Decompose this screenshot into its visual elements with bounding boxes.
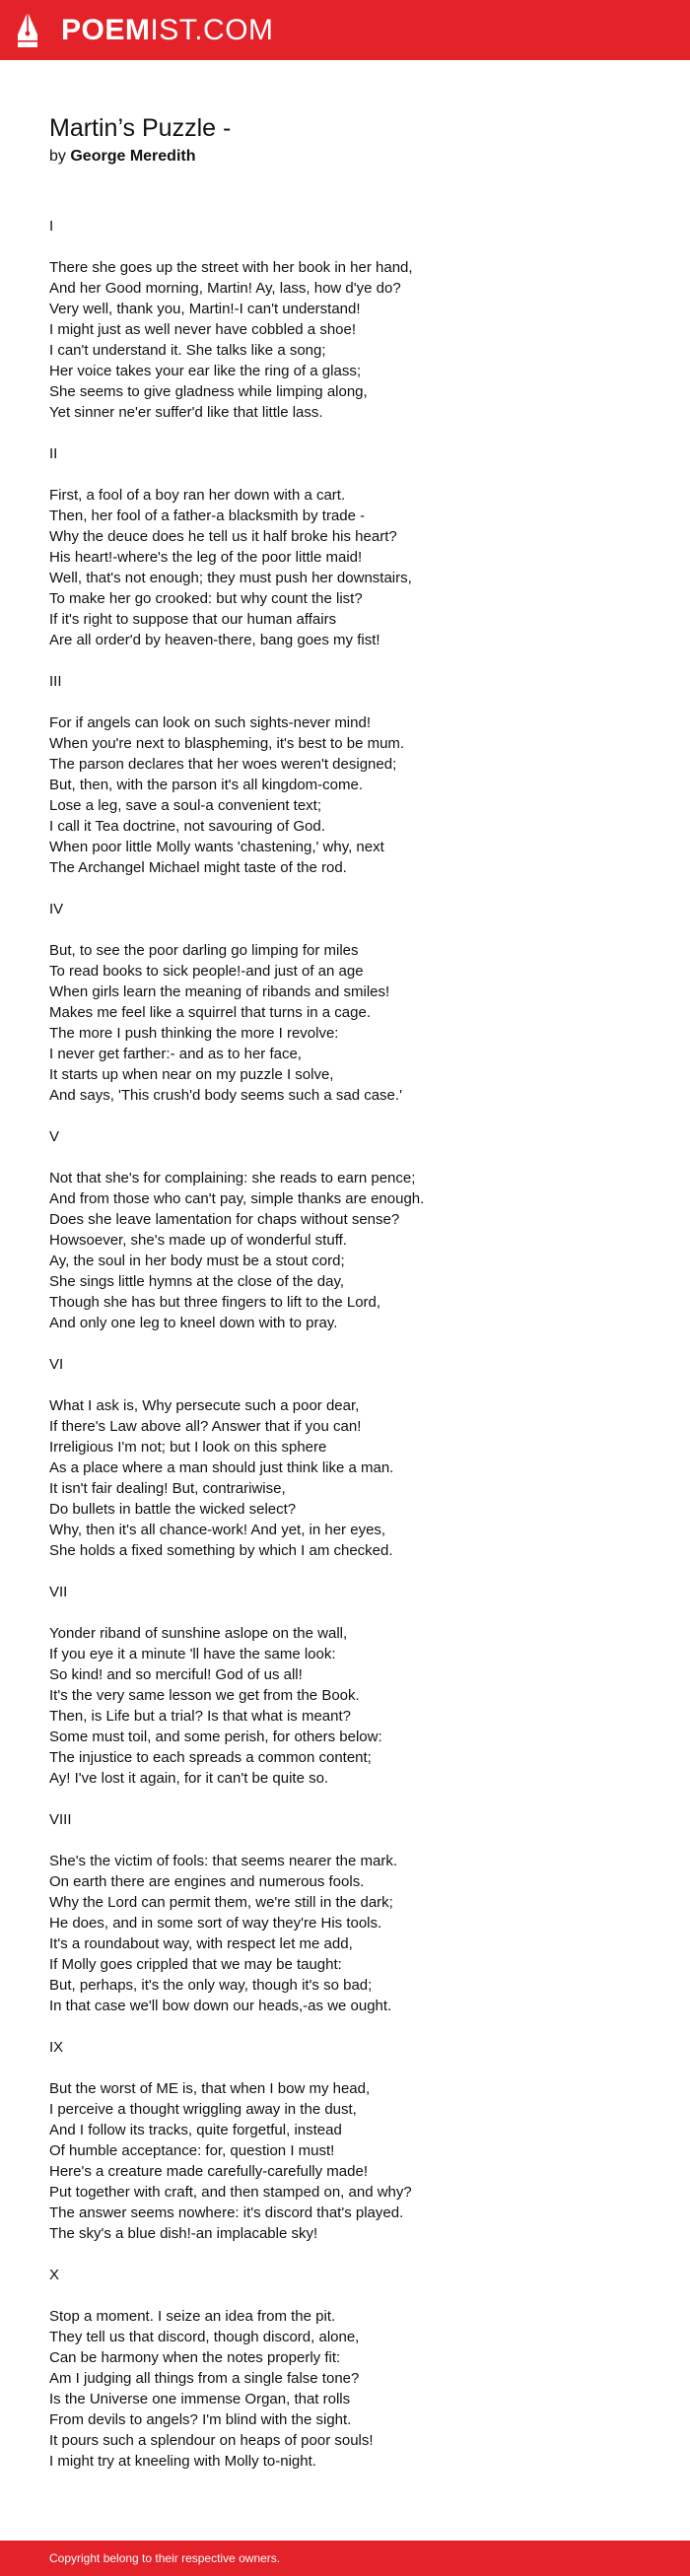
author-name: George Meredith [70, 148, 196, 165]
poem-line: I call it Tea doctrine, not savouring of God. [49, 818, 325, 835]
poem-line: But the worst of ME is, that when I bow my head, [49, 2080, 371, 2097]
poem-line: It pours such a splendour on heaps of poor souls! [49, 2432, 374, 2449]
poem-line: Does she leave lamentation for chaps without sense? [49, 1211, 400, 1228]
poem-line: First, a fool of a boy ran her down with a cart. [49, 487, 346, 504]
copyright-text: Copyright belong to their respective owners. [49, 2551, 281, 2565]
poem-line: It's the very same lesson we get from the Book. [49, 1687, 360, 1704]
logo-bold-text: POEM [61, 14, 151, 46]
poem-line: Though she has but three fingers to lift to the Lord, [49, 1294, 381, 1311]
poem-line: The answer seems nowhere: it's discord that's played. [49, 2204, 404, 2221]
poem-line: To read books to sick people!-and just of an age [49, 963, 364, 980]
poem-line: Stop a moment. I seize an idea from the pit. [49, 2308, 336, 2325]
poem-line: His heart!-where's the leg of the poor little maid! [49, 549, 363, 566]
poem-line: Not that she's for complaining: she reads to earn pence; [49, 1170, 416, 1186]
poem-line: But, then, with the parson it's all kingdom-come. [49, 777, 364, 793]
poem-line: When girls learn the meaning of ribands and smiles! [49, 983, 390, 1000]
poem-line: Very well, thank you, Martin!-I can't understand! [49, 301, 361, 317]
poem-line: Makes me feel like a squirrel that turns in a cage. [49, 1004, 371, 1021]
poem-line: As a place where a man should just think like a man. [49, 1459, 394, 1476]
poem-line: Here's a creature made carefully-carefully made! [49, 2163, 368, 2180]
stanza-numeral: IX [49, 2039, 64, 2056]
poem-line: Some must toil, and some perish, for others below: [49, 1729, 382, 1745]
poem-line: Yet sinner ne'er suffer'd like that little lass. [49, 404, 323, 421]
poem-line: If Molly goes crippled that we may be taught: [49, 1956, 342, 1973]
poem-line: Yonder riband of sunshine aslope on the wall, [49, 1625, 348, 1642]
stanza-numeral: X [49, 2267, 60, 2283]
poem-line: Put together with craft, and then stamped on, and why? [49, 2184, 412, 2201]
poem-line: And her Good morning, Martin! Ay, lass, how d'ye do? [49, 280, 401, 297]
stanza [49, 2265, 660, 2472]
poem-line: Am I judging all things from a single false tone? [49, 2370, 360, 2387]
poem-line: Do bullets in battle the wicked select? [49, 1501, 297, 1518]
poem-line: They tell us that discord, though discord, alone, [49, 2329, 360, 2345]
site-logo[interactable] [61, 13, 274, 48]
poem-line: But, to see the poor darling go limping for miles [49, 942, 359, 959]
stanza-numeral: VIII [49, 1811, 72, 1828]
poem-line: The parson declares that her woes weren't designed; [49, 756, 397, 773]
poem-line: I can't understand it. She talks like a song; [49, 342, 326, 359]
stanza-numeral: III [49, 673, 62, 690]
poem-line: When you're next to blaspheming, it's best to be mum. [49, 735, 405, 752]
stanza [49, 899, 660, 1106]
poem-line: The more I push thinking the more I revolve: [49, 1025, 339, 1042]
poem-line: Then, her fool of a father-a blacksmith by trade - [49, 508, 366, 524]
stanza [49, 1354, 660, 1561]
stanza [49, 1582, 660, 1789]
pen-nib-icon [16, 11, 39, 48]
poem-body [49, 216, 660, 2492]
poem-line: If you eye it a minute 'll have the same look: [49, 1646, 336, 1662]
stanza [49, 671, 660, 878]
poem-line: If it's right to suppose that our human affairs [49, 611, 337, 628]
poem-line: Are all order'd by heaven-there, bang goes my fist! [49, 632, 380, 648]
stanza-numeral: IV [49, 901, 64, 917]
poem-line: I might try at kneeling with Molly to-night. [49, 2453, 316, 2470]
poem-line: Well, that's not enough; they must push her downstairs, [49, 570, 412, 586]
byline [49, 146, 196, 168]
poem-line: He does, and in some sort of way they're His tools. [49, 1915, 382, 1932]
stanza [49, 443, 660, 650]
site-header [0, 0, 690, 60]
poem-line: I might just as well never have cobbled a shoe! [49, 321, 357, 338]
poem-line: Is the Universe one immense Organ, that rolls [49, 2391, 351, 2407]
poem-line: Lose a leg, save a soul-a convenient text; [49, 797, 322, 814]
poem-line: Of humble acceptance: for, question I must! [49, 2142, 335, 2159]
poem-line: On earth there are engines and numerous fools. [49, 1873, 365, 1890]
poem-line: Can be harmony when the notes properly fit: [49, 2349, 341, 2366]
poem-line: And from those who can't pay, simple thanks are enough. [49, 1190, 425, 1207]
poem-line: The sky's a blue dish!-an implacable sky! [49, 2225, 318, 2242]
poem-line: What I ask is, Why persecute such a poor dear, [49, 1397, 360, 1414]
site-footer [0, 2541, 690, 2576]
stanza-numeral: II [49, 445, 58, 462]
poem-line: To make her go crooked: but why count the list? [49, 590, 363, 607]
poem-line: When poor little Molly wants 'chastening,' why, next [49, 839, 384, 855]
poem-line: And says, 'This crush'd body seems such a sad case.' [49, 1087, 402, 1104]
poem-title: Martin’s Puzzle - [49, 114, 232, 142]
poem-line: I perceive a thought wriggling away in the dust, [49, 2101, 357, 2118]
poem-line: Irreligious I'm not; but I look on this sphere [49, 1439, 327, 1456]
poem-line: Her voice takes your ear like the ring of a glass; [49, 363, 361, 379]
poem-line: She's the victim of fools: that seems nearer the mark. [49, 1853, 398, 1869]
stanza-numeral: VII [49, 1584, 68, 1600]
poem-line: Why, then it's all chance-work! And yet, in her eyes, [49, 1522, 386, 1538]
stanza [49, 2037, 660, 2244]
poem-line: She holds a fixed something by which I am checked. [49, 1542, 393, 1559]
stanza-numeral: V [49, 1128, 60, 1145]
by-label: by [49, 148, 66, 165]
stanza [49, 1809, 660, 2016]
poem-line: And I follow its tracks, quite forgetful, instead [49, 2122, 342, 2138]
poem-line: There she goes up the street with her book in her hand, [49, 259, 413, 276]
stanza-numeral: VI [49, 1356, 64, 1373]
poem-line: It starts up when near on my puzzle I solve, [49, 1066, 334, 1083]
poem-line: It isn't fair dealing! But, contrariwise, [49, 1480, 286, 1497]
poem-line: In that case we'll bow down our heads,-as we ought. [49, 1998, 392, 2014]
poem-line: Ay, the soul in her body must be a stout cord; [49, 1253, 345, 1269]
poem-line: She sings little hymns at the close of the day, [49, 1273, 345, 1290]
poem-line: But, perhaps, it's the only way, though it's so bad; [49, 1977, 373, 1994]
poem-line: Why the Lord can permit them, we're still in the dark; [49, 1894, 393, 1911]
poem-line: I never get farther:- and as to her face, [49, 1046, 302, 1062]
poem-line: Why the deuce does he tell us it half broke his heart? [49, 528, 397, 545]
poem-line: Then, is Life but a trial? Is that what is meant? [49, 1708, 351, 1725]
poem-line: Ay! I've lost it again, for it can't be quite so. [49, 1770, 329, 1787]
poem-line: For if angels can look on such sights-never mind! [49, 714, 371, 731]
poem-line: It's a roundabout way, with respect let me add, [49, 1935, 353, 1952]
poem-line: The Archangel Michael might taste of the rod. [49, 859, 347, 876]
poem-line: And only one leg to kneel down with to pray. [49, 1315, 338, 1331]
stanza-numeral: I [49, 218, 54, 235]
poem-line: Howsoever, she's made up of wonderful stuff. [49, 1232, 347, 1249]
poem-line: The injustice to each spreads a common content; [49, 1749, 372, 1766]
poem-line: So kind! and so merciful! God of us all! [49, 1666, 303, 1683]
poem-line: If there's Law above all? Answer that if you can! [49, 1418, 362, 1435]
stanza [49, 1126, 660, 1333]
poem-line: From devils to angels? I'm blind with the sight. [49, 2411, 352, 2428]
stanza [49, 216, 660, 423]
poem-line: She seems to give gladness while limping along, [49, 383, 368, 400]
logo-thin-text: IST.COM [150, 14, 274, 46]
